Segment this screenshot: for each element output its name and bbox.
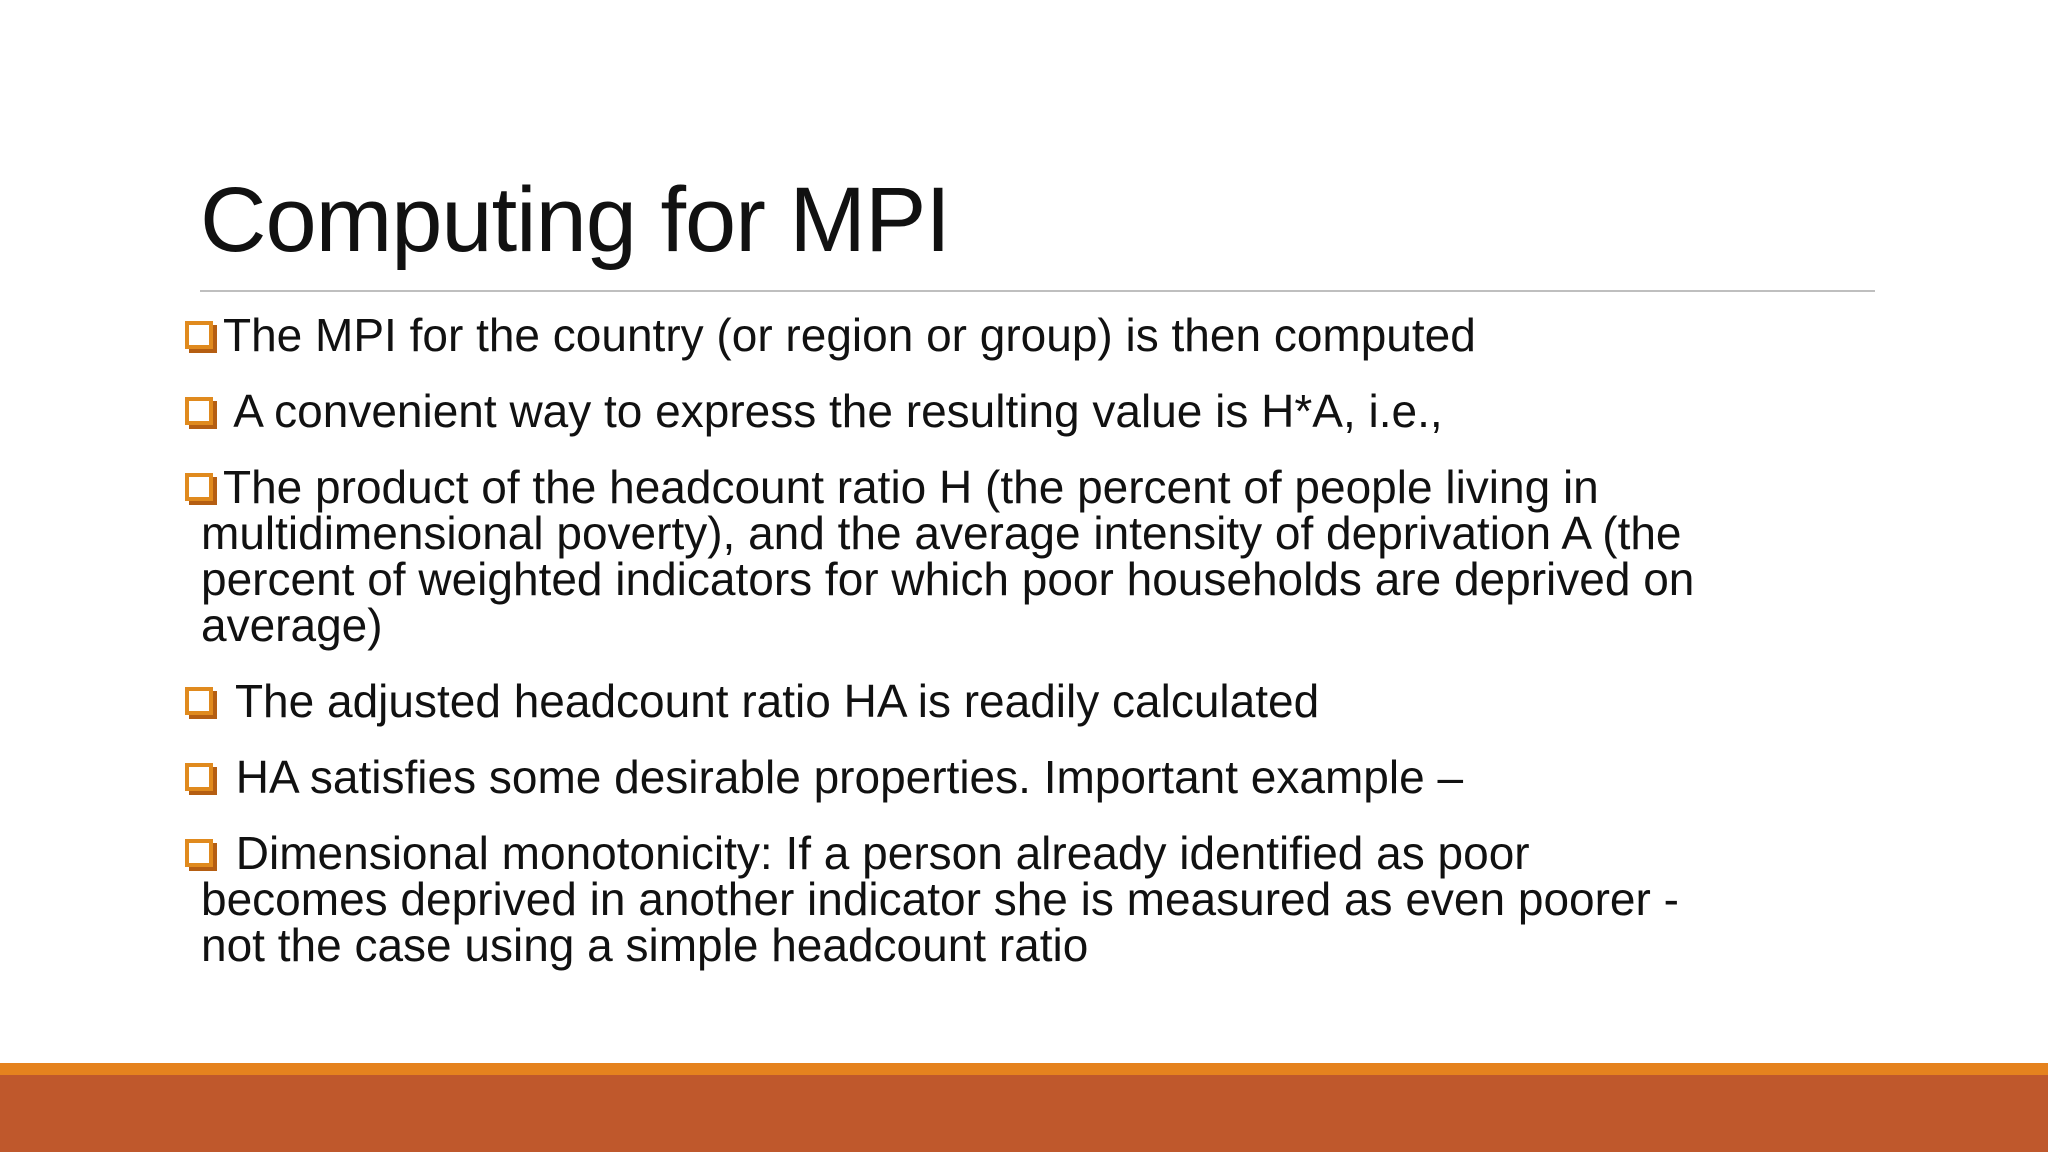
square-bullet-icon [185, 473, 213, 501]
square-bullet-icon [185, 687, 213, 715]
bullet-text-1-line-1: The MPI for the country (or region or group) is then computed [223, 309, 1476, 361]
bullet-item-1 [185, 309, 1885, 361]
footer-band [0, 1075, 2048, 1152]
bullet-text-5-line-1: HA satisfies some desirable properties. Important example – [223, 751, 1464, 803]
square-bullet-icon [185, 397, 213, 425]
square-bullet-icon [185, 763, 213, 791]
bullet-text-3-line-3: percent of weighted indicators for which poor households are deprived on [201, 553, 1695, 605]
bullet-item-2 [185, 385, 1885, 437]
bullet-text-6-line-3: not the case using a simple headcount ratio [201, 919, 1089, 971]
bullet-text-3-line-1: The product of the headcount ratio H (the percent of people living in [223, 461, 1599, 513]
bullet-text-6-line-1: Dimensional monotonicity: If a person already identified as poor [223, 827, 1530, 879]
bullet-text-3-line-4: average) [201, 599, 383, 651]
title-divider [200, 290, 1875, 292]
square-bullet-icon [185, 321, 213, 349]
bullet-item-6 [185, 827, 1885, 971]
bullet-item-3 [185, 461, 1885, 651]
bullet-list [185, 300, 1885, 971]
bullet-text-6-line-2: becomes deprived in another indicator she is measured as even poorer - [201, 873, 1679, 925]
footer-accent-stripe [0, 1063, 2048, 1075]
slide-title: Computing for MPI [200, 169, 950, 271]
bullet-text-2-line-1: A convenient way to express the resulting value is H*A, i.e., [223, 385, 1443, 437]
bullet-text-4-line-1: The adjusted headcount ratio HA is readily calculated [223, 675, 1320, 727]
square-bullet-icon [185, 839, 213, 867]
bullet-item-5 [185, 751, 1885, 803]
bullet-item-4 [185, 675, 1885, 727]
bullet-text-3-line-2: multidimensional poverty), and the average intensity of deprivation A (the [201, 507, 1682, 559]
